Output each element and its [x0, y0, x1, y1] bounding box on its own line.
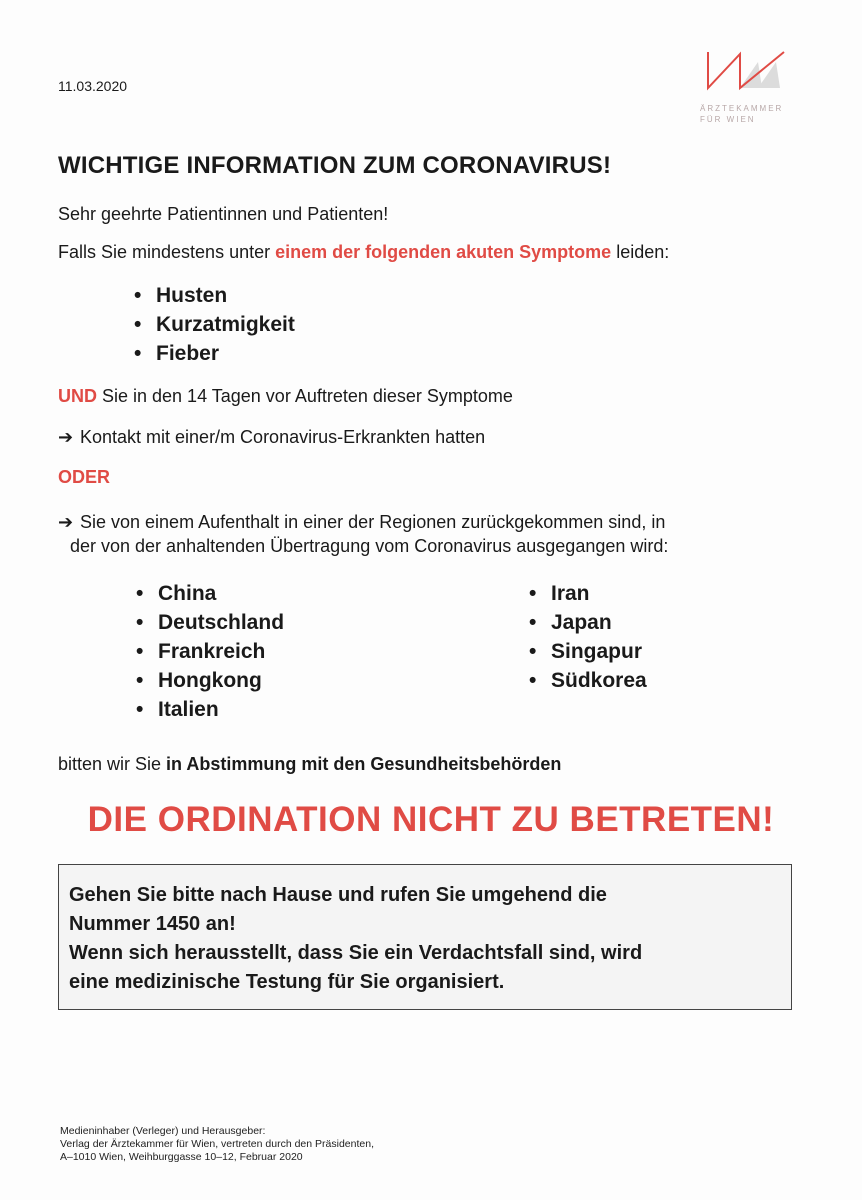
symptoms-intro-highlight: einem der folgenden akuten Symptome: [275, 242, 612, 262]
symptoms-intro: [58, 242, 669, 263]
region-item: • Japan: [529, 611, 612, 634]
symptom-item: • Husten: [134, 284, 228, 307]
logo-text-line1: ÄRZTEKAMMER: [700, 104, 784, 113]
instruction-box: [58, 864, 792, 1010]
region-item: • Südkorea: [529, 669, 647, 692]
und-text: Sie in den 14 Tagen vor Auftreten dieser Symptome: [97, 386, 513, 406]
condition-und: [58, 386, 513, 407]
logo-text-line2: FÜR WIEN: [700, 115, 756, 124]
request-bold: in Abstimmung mit den Gesundheitsbehörden: [166, 754, 562, 774]
instruction-line: Wenn sich herausstellt, dass Sie ein Verdachtsfall sind, wird: [69, 942, 643, 964]
region-item: • Italien: [136, 698, 219, 721]
region-item: • Frankreich: [136, 640, 266, 663]
warning-headline: DIE ORDINATION NICHT ZU BETRETEN!: [87, 800, 775, 839]
und-keyword: UND: [58, 386, 97, 406]
region-item: • Deutschland: [136, 611, 285, 634]
symptom-item: • Kurzatmigkeit: [134, 313, 295, 336]
region-item: • Hongkong: [136, 669, 262, 692]
region-item: • Iran: [529, 582, 590, 605]
page-title: WICHTIGE INFORMATION ZUM CORONAVIRUS!: [58, 152, 612, 179]
symptom-item: • Fieber: [134, 342, 220, 365]
request-text: bitten wir Sie in Abstimmung mit den Gesundheitsbehörden: [58, 754, 562, 774]
aerztekammer-logo: [700, 48, 795, 128]
instruction-line: Gehen Sie bitte nach Hause und rufen Sie umgehend die: [69, 884, 607, 906]
condition-oder: ODER: [58, 467, 111, 487]
contact-condition: ➔ Kontakt mit einer/m Coronavirus-Erkrankten hatten: [58, 427, 486, 447]
instruction-line: eine medizinische Testung für Sie organisiert.: [69, 971, 505, 993]
symptoms-intro-end: leiden:: [611, 242, 670, 262]
region-item: • Singapur: [529, 640, 643, 663]
logo-mark-icon: [700, 48, 795, 106]
instruction-line: Nummer 1450 an!: [69, 913, 236, 935]
document-date: 11.03.2020: [58, 78, 128, 94]
travel-condition: ➔ Sie von einem Aufenthalt in einer der Regionen zurückgekommen sind, in der von der anhaltenden Übertragung vom Coronavirus ausgegangen wird:: [58, 512, 669, 556]
symptoms-intro-text: Falls Sie mindestens unter: [58, 242, 276, 262]
greeting: Sehr geehrte Patientinnen und Patienten!: [58, 204, 389, 224]
region-item: • China: [136, 582, 217, 605]
arrow-right-icon: ➔: [58, 512, 74, 532]
arrow-right-icon: ➔: [58, 427, 74, 447]
publisher-footer: Medieninhaber (Verleger) und Herausgeber: Verlag der Ärztekammer für Wien, vertreten durch den Präsidenten, A–1010 Wien, Weihburggasse 10–12, Februar 2020: [60, 1125, 374, 1163]
